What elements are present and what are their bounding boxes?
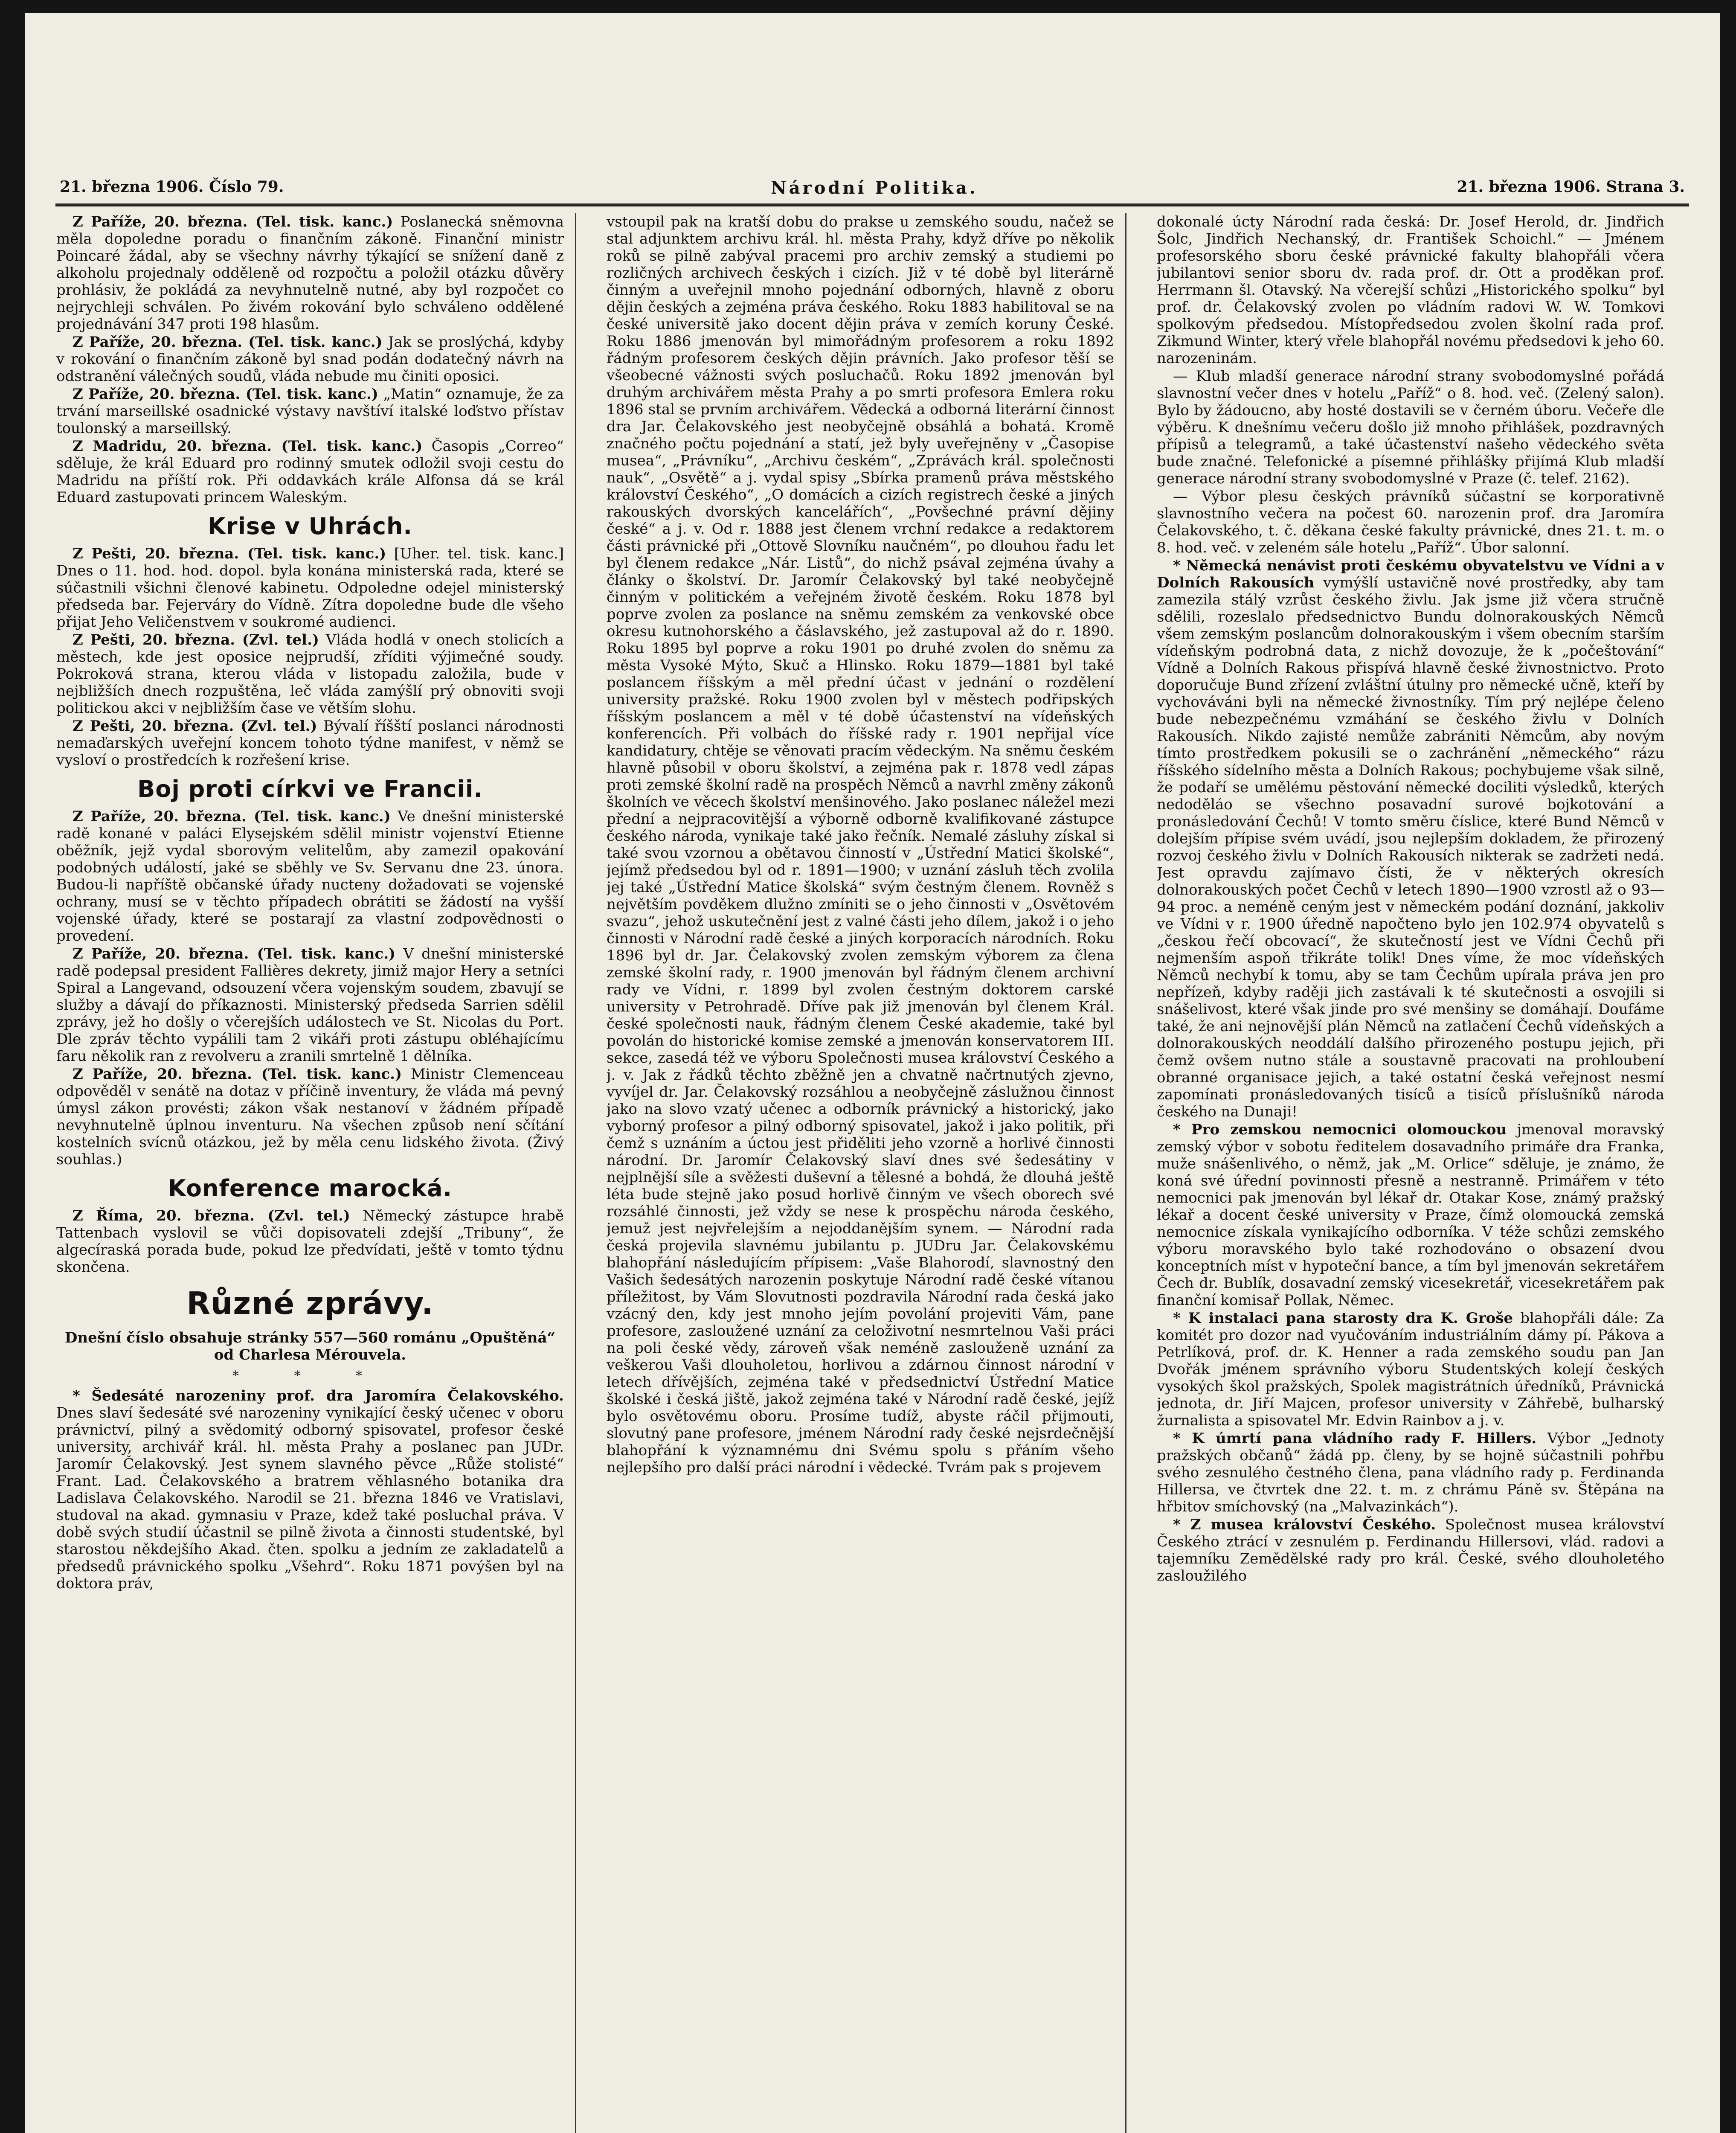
novel-notice: Dnešní číslo obsahuje stránky 557—560 románu „Opuštěná“ od Charlesa Mérouvela. bbox=[64, 1329, 556, 1363]
article-paragraph bbox=[56, 438, 564, 506]
article-text: Německý zástupce hrabě Tattenbach vyslovil se vůči dopisovateli zdejší „Tribuny“, že algecíraská porada bude, pokud lze předvídati, ještě v tomto týdnu skončena. bbox=[56, 1207, 564, 1276]
newspaper-title: Národní Politika. bbox=[771, 178, 978, 198]
newspaper-page bbox=[25, 13, 1720, 2133]
article-lead: * K úmrtí pana vládního rady F. Hillers. bbox=[1173, 1430, 1537, 1447]
issue-date-left: 21. března 1906. Číslo 79. bbox=[60, 178, 284, 196]
column-rule bbox=[1125, 213, 1126, 2133]
article-paragraph bbox=[1157, 1310, 1664, 1429]
article-lead: * Pro zemskou nemocnici olomouckou bbox=[1173, 1121, 1507, 1138]
dateline: Z Paříže, 20. března. (Tel. tisk. kanc.) bbox=[73, 808, 391, 825]
article-text: Dnes slaví šedesáté své narozeniny vynikající český učenec v oboru právnictví, pilný a svědomitý odborný spisovatel, profesor české university, archivář král. hl. města Prahy a poslanec pan JUDr. Jaromír Čelakovský. Jest synem slavného pěvce „Růže stolisté“ Frant. Lad. Čelakovského a bratrem věhlasného botanika dra Ladislava Čelakovského. Narodil se 21. března 1846 ve Vratislavi, studoval na akad. gymnasiu v Praze, kdež také posluchal práva. V době svých studií účastnil se pilně života a činnosti studentské, byl starostou někdejšího Akad. čten. spolku a jedním ze zakladatelů a předsedů právnického spolku „Všehrd“. Roku 1871 povýšen byl na doktora práv, bbox=[56, 1404, 564, 1592]
article-paragraph: vstoupil pak na kratší dobu do prakse u zemského soudu, načež se stal adjunktem archivu král. hl. města Prahy, když dříve po několik roků se pilně zabýval pracemi pro archiv zemský a studiemi po rozličných archivech českých i cizích. Již v té době byl literárně činným a uveřejnil mnoho pojednání odborných, hlavně z oboru dějin českých a zejména práva českého. Roku 1883 habilitoval se na české universitě jako docent dějin práva v zemích koruny České. Roku 1886 jmenován byl mimořádným profesorem a roku 1892 řádným profesorem českých dějin právních. Jako profesor těší se všeobecné vážnosti svých posluchačů. Roku 1892 jmenován byl druhým archivářem města Prahy a po smrti profesora Emlera roku 1896 stal se prvním archivářem. Vědecká a odborná literární činnost dra Jar. Čelakovského jest neobyčejně obsáhlá a bohatá. Kromě značného počtu pojednání a statí, jež byly uveřejněny v „Časopise musea“, „Právníku“, „Archivu českém“, „Zprávách král. společnosti nauk“, „Osvětě“ a j. vydal spisy „Sbírka pramenů práva městského království Českého“, „O domácích a cizích registrech české a jiných rakouských dvorských kancelářích“, „Povšechné právní dějiny české“ a j. v. Od r. 1888 jest členem vrchní redakce a redaktorem části právnické při „Ottově Slovníku naučném“, po dlouhou řadu let byl členem redakce „Nár. Listů“, do nichž psával zejména úvahy a články o školství. Dr. Jaromír Čelakovský byl také neobyčejně činným v politickém a veřejném životě českém. Roku 1878 byl poprve zvolen za poslance na sněmu zemském za venkovské obce okresu kutnohorského a čáslavského, jež zastupoval až do r. 1890. Roku 1895 byl poprve a roku 1901 po druhé zvolen do sněmu za města Vysoké Mýto, Skuč a Hlinsko. Roku 1879—1881 byl také poslancem říšským a měl přední účast v jednání o rozdělení university pražské. Roku 1900 zvolen byl v městech podřipských říšským poslancem a měl v té době účastenství na vídeňských konferencích. Při volbách do říšské rady r. 1901 nepřijal více kandidatury, chtěje se věnovati pracím vědeckým. Na sněmu českém hlavně působil v oboru školství, a zejména pak r. 1878 vedl zápas proti zemské školní radě na prospěch Němců a navrhl změny zákonů školních ve věcech školství menšinového. Jako poslanec náležel mezi přední a nejpracovitější a výborně odborně kvalifikované zástupce českého národa, vynikaje také jako řečník. Nemalé zásluhy získal si také svou vzornou a obětavou činností v „Ústřední Matici školské“, jejímž předsedou byl od r. 1891—1900; v uznání zásluh těch zvolila jej také „Ústřední Matice školská“ svým čestným členem. Rovněž s největším povděkem dlužno zmíniti se o jeho činnosti v „Osvětovém svazu“, jehož uskutečnění jest z valné části jeho dílem, jakož i o jeho činnosti v Národní radě české a jiných korporacích národních. Roku 1896 byl dr. Jar. Čelakovský zvolen zemským výborem za člena zemské školní rady, r. 1900 jmenován byl řádným členem archivní rady ve Vídni, r. 1899 byl zvolen čestným doktorem carské university v Petrohradě. Dříve pak již jmenován byl členem Král. české společnosti nauk, řádným členem České akademie, také byl povolán do historické komise zemské a jmenován konservatorem III. sekce, zasedá též ve výboru Společnosti musea království Českého a j. v. Jak z řádků těchto zběžně jen a chvatně načrtnutých zjevno, vyvíjel dr. Jar. Čelakovský rozsáhlou a neobyčejně záslužnou činnost jako na slovo vzatý učenec a odborník právnický a historický, jako vyborný profesor a pilný odborný spisovatel, jakož i jako politik, při čemž s uznáním a úctou jest přiděliti jeho vzorně a horlivé činnosti národní. Dr. Jaromír Čelakovský slaví dnes své šedesátiny v nejplnější síle a svěžesti duševní a tělesné a bohdá, že dlouhá ještě léta bude stejně jako posud horlivě činným ve všech oborech své rozsáhlé činnosti, jež vždy se nese k prospěchu národa českého, jemuž jest nejvřelejším a nejoddanějším synem. — Národní rada česká projevila slavnému jubilantu p. JUDru Jar. Čelakovskému blahopřání následujícím přípisem: „Vaše Blahorodí, slavnostný den Vašich šedesátých narozenin poskytuje Národní radě české vítanou příležitost, by Vám Slovutnosti pozdravila Národní rada česká jako vzácný den, kdy jest mnoho jejím povolání projeviti Vám, pane profesore, zasloužené uznání za celoživotní nesmrtelnou Vaši práci na poli české vědy, zároveň však neméně zaslouženě uznání za veškerou Vaši dlouholetou, horlivou a zdárnou činnost národní v letech dřívějších, zejména také v předsednictví Ústřední Matice školské i česká jiště, jakož zejména také v Národní radě české, jejíž bylo osvětovému oboru. Prosíme tudíž, abyste ráčil přijmouti, slovutný pane profesore, jménem Národní rady české nejsrdečnější blahopřání k významnému dni Svému spolu s přáním všeho nejlepšího pro další práci národní i vědecké. Tvrám pak s projevem bbox=[607, 213, 1114, 1476]
article-lead: * Z musea království Českého. bbox=[1173, 1516, 1436, 1533]
section-heading: Různé zprávy. bbox=[186, 1285, 434, 1321]
article-paragraph bbox=[56, 213, 564, 333]
article-text: „Matin“ oznamuje, že za trvání marseillské osadnické výstavy navštíví italské loďstvo přístav toulonský a marseillský. bbox=[56, 386, 564, 437]
article-lead: * K instalaci pana starosty dra K. Groše bbox=[1173, 1310, 1513, 1327]
article-text: Jak se proslýchá, kdyby v rokování o finančním zákoně byl snad podán dodatečný návrh na odstranění válečných soudů, vláda nebude mu činiti oposici. bbox=[56, 334, 564, 385]
article-paragraph bbox=[1157, 1430, 1664, 1515]
article-paragraph bbox=[1157, 1516, 1664, 1584]
article-text: Společnost musea království Českého ztrácí v zesnulém p. Ferdinandu Hillersovi, vlád. radovi a tajemníku Zemědělské rady pro král. České, svého dlouholetého zasloužilého bbox=[1157, 1516, 1664, 1584]
article-paragraph bbox=[56, 631, 564, 717]
article-text: Ve dnešní ministerské radě konané v paláci Elysejském sdělil ministr vojenství Etienne oběžník, jejž vydal sborovým velitelům, aby zamezil opakování podobných událostí, jaké se sběhly ve Sv. Servanu dne 23. února. Budou-li napříště občanské úřady nucteny dožadovati se vojenské ochrany, musí se v těchto případech obrátiti se žádostí na vyšší vojenské úřady, které se postarají za vlastní zodpovědnosti o provedení. bbox=[56, 808, 564, 944]
article-text: Časopis „Correo“ sděluje, že král Eduard pro rodinný smutek odložil svoji cestu do Madridu na příští rok. Při oddavkách krále Alfonsa dá se král Eduard zastupovati princem Waleským. bbox=[56, 438, 564, 506]
column-rule bbox=[575, 213, 576, 2133]
article-paragraph bbox=[56, 545, 564, 631]
masthead bbox=[55, 177, 1689, 206]
article-paragraph bbox=[56, 945, 564, 1065]
article-text: Vláda hodlá v onech stolicích a městech, kde jest oposice nejprudší, zříditi výjimečné soudy. Pokroková strana, kterou vláda v listopadu založila, bude v nejbližších dnech rozpuštěna, leč vláda zamýšlí prý obnoviti svoji politickou akci v nejbližším čase ve větším slohu. bbox=[56, 631, 564, 717]
dateline: Z Pešti, 20. března. (Tel. tisk. kanc.) bbox=[73, 545, 386, 562]
section-heading: Boj proti církvi ve Francii. bbox=[137, 776, 483, 802]
article-text: vymýšlí ustavičně nové prostředky, aby tam zamezila stálý vzrůst českého živlu. Jak jsme již včera stručně sdělili, rozeslalo předsednictvo Bundu dolnorakouských Němců všem zemským poslancům dolnorakouským i všem obecním starším vídeňským podrobná data, z nichž dovozuje, že k „počeštování“ Vídně a Dolních Rakous přispívá hlavně české živnostnictvo. Proto doporučuje Bund zřízení zvláštní útulny pro německé učně, kteří by vychováváni byli na německé živnostníky. Tím prý nejlépe čeleno bude nebezpečnému vzmáhání se českého živlu v Dolních Rakousích. Nikdo zajisté nemůže zabrániti Němcům, aby novým tímto prostředkem pokusili se o zachránění „německého“ rázu říšského sídelního města a Dolních Rakous; pochybujeme však silně, že podaří se umělému pěstování německé dociliti výsledků, kterých nedoděláo se všechno posavadní surové bojkotování a pronásledování Čechů! V tomto směru číslice, které Bund Němců v dolejším přípise svém uvádí, jsou nejlepším dokladem, že přirozený rozvoj českého živlu v Dolních Rakousích nikterak se zadržeti nedá. Jest opravdu zajímavo čísti, že v některých okresích dolnorakouských počet Čechů v letech 1890—1900 vzrostl až o 93—94 proc. a neméně ceným jest v německém podání doznání, jakkoliv ve Vídni v r. 1900 úředně napočteno bylo jen 102.974 obyvatelů s „českou řečí obcovací“, že skutečností jest ve Vídni Čechů při nejmenším aspoň třikráte tolik! Dnes víme, že moc vídeňských Němců nechybí k tomu, aby se tam Čechům upírala práva jen pro nepřízeň, kdyby raději jich zastávali k té skutečnosti a osvojili si snášelivost, které však jinde pro své menšiny se domáhají. Doufáme také, že ani nejnovější plán Němců na zatlačení Čechů vídeňských a dolnorakouských neoddálí dalšího přirozeného postupu jejich, při čemž ovšem nutno stále a soustavně pracovati na prohloubení obranné organisace jejich, a také ostatní česká veřejnost nesmí zapomínati pronásledovaných tisíců a tisíců příslušníků národa českého na Dunaji! bbox=[1157, 574, 1664, 1120]
article-paragraph bbox=[56, 386, 564, 437]
article-paragraph bbox=[1157, 557, 1664, 1120]
dateline: Z Madridu, 20. března. (Tel. tisk. kanc.) bbox=[73, 438, 423, 455]
section-heading: Konference marocká. bbox=[168, 1175, 452, 1202]
column-2 bbox=[607, 213, 1114, 2133]
dateline: Z Paříže, 20. března. (Tel. tisk. kanc.) bbox=[73, 945, 396, 962]
article-paragraph bbox=[1157, 1121, 1664, 1309]
column-3 bbox=[1157, 213, 1664, 2133]
article-lead: * Šedesáté narozeniny prof. dra Jaromíra Čelakovského. bbox=[73, 1387, 564, 1404]
article-paragraph bbox=[56, 718, 564, 769]
article-text: Výbor „Jednoty pražských občanů“ žádá pp. členy, by se hojně súčastnili pohřbu svého zesnulého čestného člena, pana vládního rady p. Ferdinanda Hillersa, ve čtvrtek dne 22. t. m. z chrámu Páně sv. Štěpána na hřbitov smíchovský (na „Malvazinkách“). bbox=[1157, 1430, 1664, 1515]
column-1 bbox=[56, 213, 564, 2133]
article-text: Poslanecká sněmovna měla dopoledne poradu o finančním zákoně. Finanční ministr Poincaré žádal, aby se všechny návrhy týkající se snížení daně z alkoholu projednaly odděleně od rozpočtu a položil otázku důvěry prohlásiv, že pokládá za nevyhnutelně nutné, aby byl rozpočet co nejrychleji schválen. Po živém rokování bylo schváleno oddělené projednávání 347 proti 198 hlasům. bbox=[56, 213, 564, 333]
article-text: V dnešní ministerské radě podepsal president Fallières dekrety, jimiž major Hery a setníci Spiral a Langevand, odsouzení včera vojenským soudem, zbavují se služby a dávají do příkaznosti. Ministerský předseda Sarrien sdělil zprávy, jež ho došly o včerejších událostech ve St. Nicolas du Port. Dle zpráv těchto vypálili tam 2 vikáři proti zástupu obléhajícímu faru několik ran z revolveru a zranili smrtelně 1 dělníka. bbox=[56, 945, 564, 1065]
article-text: blahopřáli dále: Za komitét pro dozor nad vyučováním industriálním dámy pí. Pákova a Petrlíková, prof. dr. K. Henner a rada zemského soudu pan Jan Dvořák jménem správního výboru Studentských kolejí českých vysokých škol pražských, Spolek magistrátních úředníků, Právnická jednota, dr. Jiří Majcen, profesor university v Záhřebě, bulharský žurnalista a spisovatel Mr. Edvin Rainbov a j. v. bbox=[1157, 1310, 1664, 1429]
dateline: Z Říma, 20. března. (Zvl. tel.) bbox=[73, 1207, 350, 1224]
article-paragraph: — Klub mladší generace národní strany svobodomyslné pořádá slavnostní večer dnes v hotelu „Paříž“ o 8. hod. več. (Zelený salon). Bylo by žádoucno, aby hosté dostavili se v černém úboru. Večeře dle výběru. K dnešnímu večeru došlo již mnoho přihlášek, pozdravných přípisů a telegramů, a také účastenství našeho vědeckého světa bude značné. Telefonické a písemné přihlášky přijímá Klub mladší generace národní strany svobodomyslné v Praze (č. telef. 2162). bbox=[1157, 368, 1664, 487]
article-lead: * Německá nenávist proti českému obyvatelstvu ve Vídni a v Dolních Rakousích bbox=[1157, 557, 1664, 591]
dateline: Z Paříže, 20. března. (Tel. tisk. kanc.) bbox=[73, 213, 393, 230]
issue-date-right: 21. března 1906. Strana 3. bbox=[1457, 178, 1685, 196]
article-paragraph bbox=[56, 334, 564, 385]
article-paragraph bbox=[56, 1207, 564, 1276]
article-paragraph bbox=[56, 808, 564, 944]
article-paragraph: — Výbor plesu českých právníků súčastní se korporativně slavnostního večera na počest 60. narozenin prof. dra Jaromíra Čelakovského, t. č. děkana české fakulty právnické, dnes 21. t. m. o 8. hod. več. v zeleném sále hotelu „Paříž“. Úbor salonní. bbox=[1157, 488, 1664, 556]
dateline: Z Paříže, 20. března. (Tel. tisk. kanc.) bbox=[73, 386, 378, 403]
article-paragraph: dokonalé úcty Národní rada česká: Dr. Josef Herold, dr. Jindřich Šolc, Jindřich Nechanský, dr. František Schoichl.“ — Jménem profesorského sboru české právnické fakulty blahopřáli včera jubilantovi senior sboru dv. rada prof. dr. Ott a proděkan prof. Herrmann šl. Otavský. Na včerejší schůzi „Historického spolku“ byl prof. dr. Čelakovský zvolen po vládním radovi W. W. Tomkovi spolkovým předsedou. Místopředsedou zvolen školní rada prof. Zikmund Winter, který vřele blahopřál novému předsedovi k jeho 60. narozeninám. bbox=[1157, 213, 1664, 367]
dateline: Z Pešti, 20. března. (Zvl. tel.) bbox=[73, 718, 317, 735]
article-text: Ministr Clemenceau odpověděl v senátě na dotaz v příčině inventury, že vláda má pevný úmysl zákon provésti; zákon však nestanoví v žádném případě nevyhnutelně úplnou inventuru. Na všechen způsob není sčítání kostelních svícnů otázkou, jež by měla cenu lidského života. (Živý souhlas.) bbox=[56, 1066, 564, 1168]
article-paragraph bbox=[56, 1066, 564, 1168]
section-heading: Krise v Uhrách. bbox=[208, 513, 412, 540]
dateline: Z Paříže, 20. března. (Tel. tisk. kanc.) bbox=[73, 1066, 402, 1083]
dateline: Z Pešti, 20. března. (Zvl. tel.) bbox=[73, 631, 319, 648]
dateline: Z Paříže, 20. března. (Tel. tisk. kanc.) bbox=[73, 334, 383, 351]
article-text: Bývalí říšští poslanci národnosti nemaďarských uveřejní koncem tohoto týdne manifest, v němž se vysloví o prostředcích k rozřešení krise. bbox=[56, 718, 564, 769]
article-text: [Uher. tel. tisk. kanc.] Dnes o 11. hod. hod. dopol. byla konána ministerská rada, které se súčastnili všichni členové kabinetu. Odpoledne odejel ministerský předseda bar. Fejerváry do Vídně. Zítra dopoledne bude dle všeho přijat Jeho Veličenstvem v soukromé audienci. bbox=[56, 545, 564, 631]
ornament: * * * bbox=[232, 1369, 388, 1383]
article-paragraph bbox=[56, 1387, 564, 1592]
article-text: jmenoval moravský zemský výbor v sobotu ředitelem dosavadního primáře dra Franka, muže snášenlivého, o němž, jak „M. Orlice“ sděluje, je známo, že koná své úřední povinnosti přesně a nestranně. Primářem v této nemocnici pak jmenován byl lékař dr. Otakar Kose, známý pražský lékař a docent české university v Praze, čímž olomoucká zemská nemocnice získala vynikajícího odborníka. V téže schůzi zemského výboru moravského bylo také rozhodováno o obsazení dvou konceptních míst v hypoteční bance, a tím byl jmenován sekretářem Čech dr. Bublík, dosavadní zemský vicesekretář, vicesekretářem pak finanční komisař Pollak, Němec. bbox=[1157, 1121, 1664, 1309]
